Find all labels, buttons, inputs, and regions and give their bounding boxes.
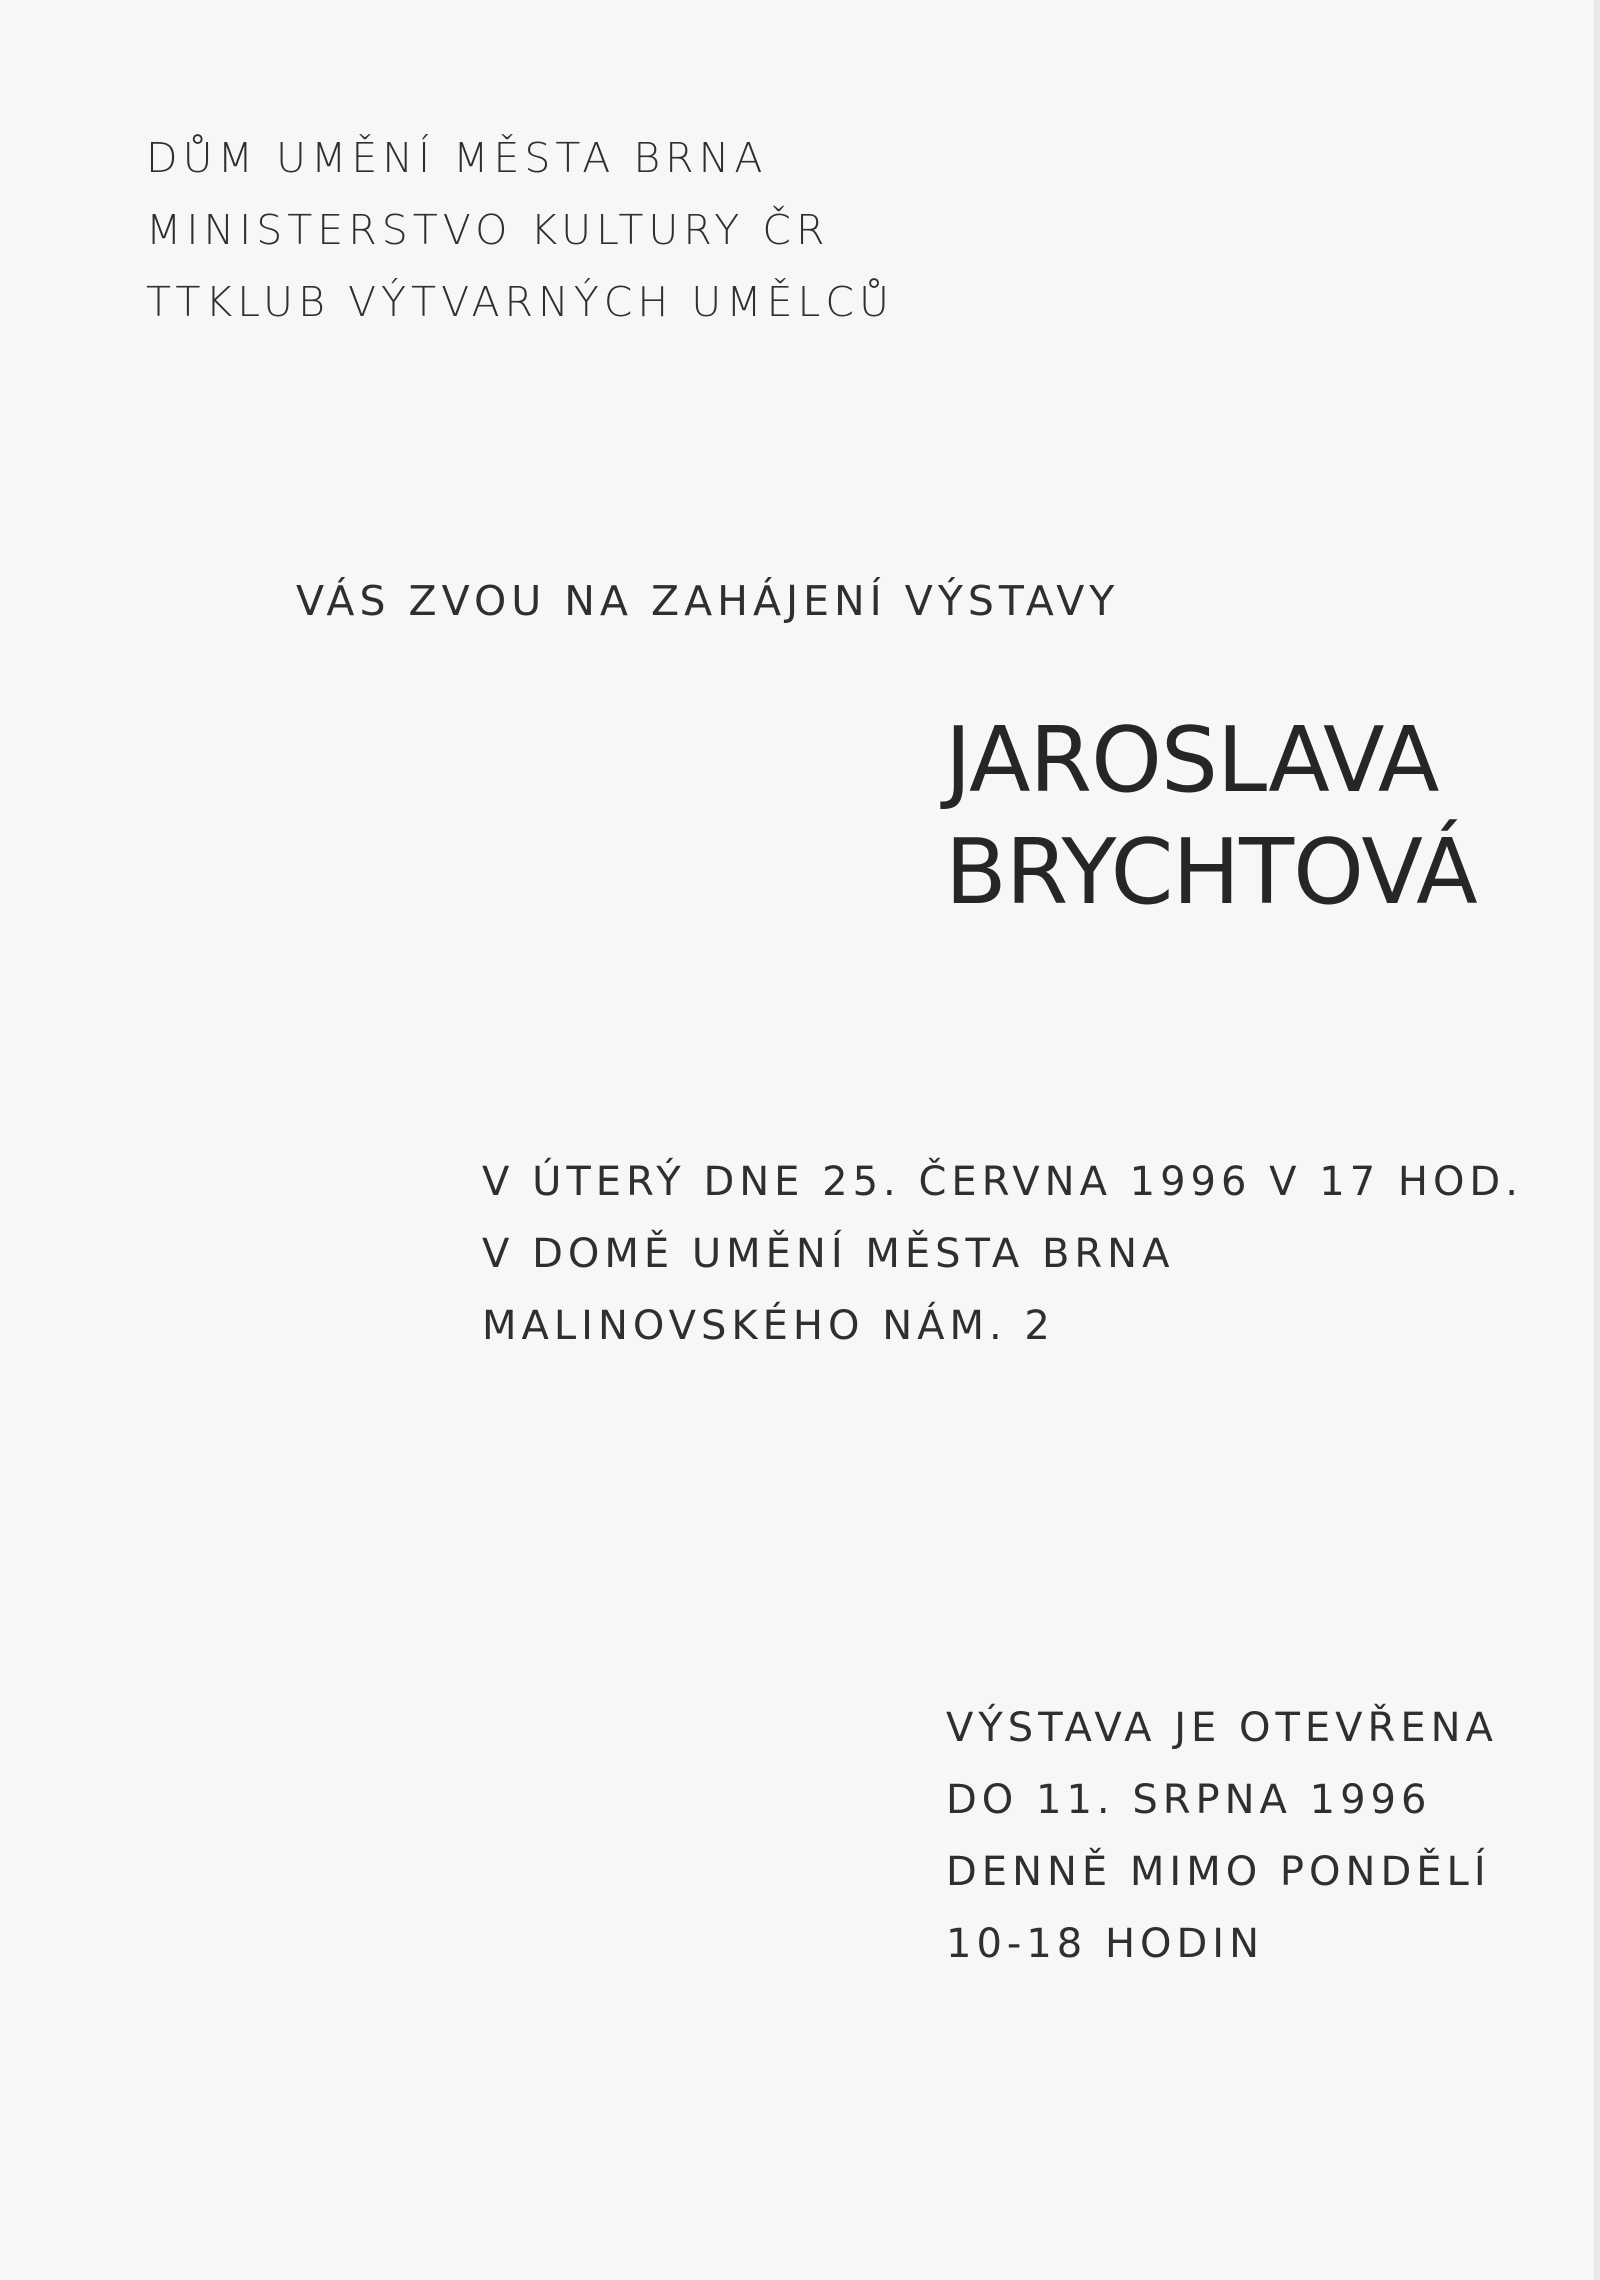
event-venue-line: V DOMĚ UMĚNÍ MĚSTA BRNA xyxy=(482,1231,1175,1277)
hours-line: DO 11. SRPNA 1996 xyxy=(946,1777,1432,1823)
artist-name xyxy=(945,705,1477,929)
invitation-text xyxy=(296,565,1119,637)
event-address-line: MALINOVSKÉHO NÁM. 2 xyxy=(482,1303,1055,1349)
hours-line: 10-18 HODIN xyxy=(946,1921,1265,1967)
artist-first-name: JAROSLAVA xyxy=(945,708,1439,813)
organizer-line: TTKLUB VÝTVARNÝCH UMĚLCŮ xyxy=(146,278,895,326)
hours-line: VÝSTAVA JE OTEVŘENA xyxy=(946,1705,1498,1751)
event-date-line: V ÚTERÝ DNE 25. ČERVNA 1996 V 17 HOD. xyxy=(482,1159,1523,1205)
hours-line: DENNĚ MIMO PONDĚLÍ xyxy=(946,1849,1491,1895)
exhibition-hours xyxy=(946,1692,1498,1980)
invitation-line: VÁS ZVOU NA ZAHÁJENÍ VÝSTAVY xyxy=(296,577,1120,625)
artist-last-name: BRYCHTOVÁ xyxy=(945,820,1477,925)
organizer-line: MINISTERSTVO KULTURY ČR xyxy=(146,206,830,254)
event-details xyxy=(482,1146,1523,1362)
organizer-line: DŮM UMĚNÍ MĚSTA BRNA xyxy=(146,134,768,182)
organizers-block xyxy=(146,122,894,338)
